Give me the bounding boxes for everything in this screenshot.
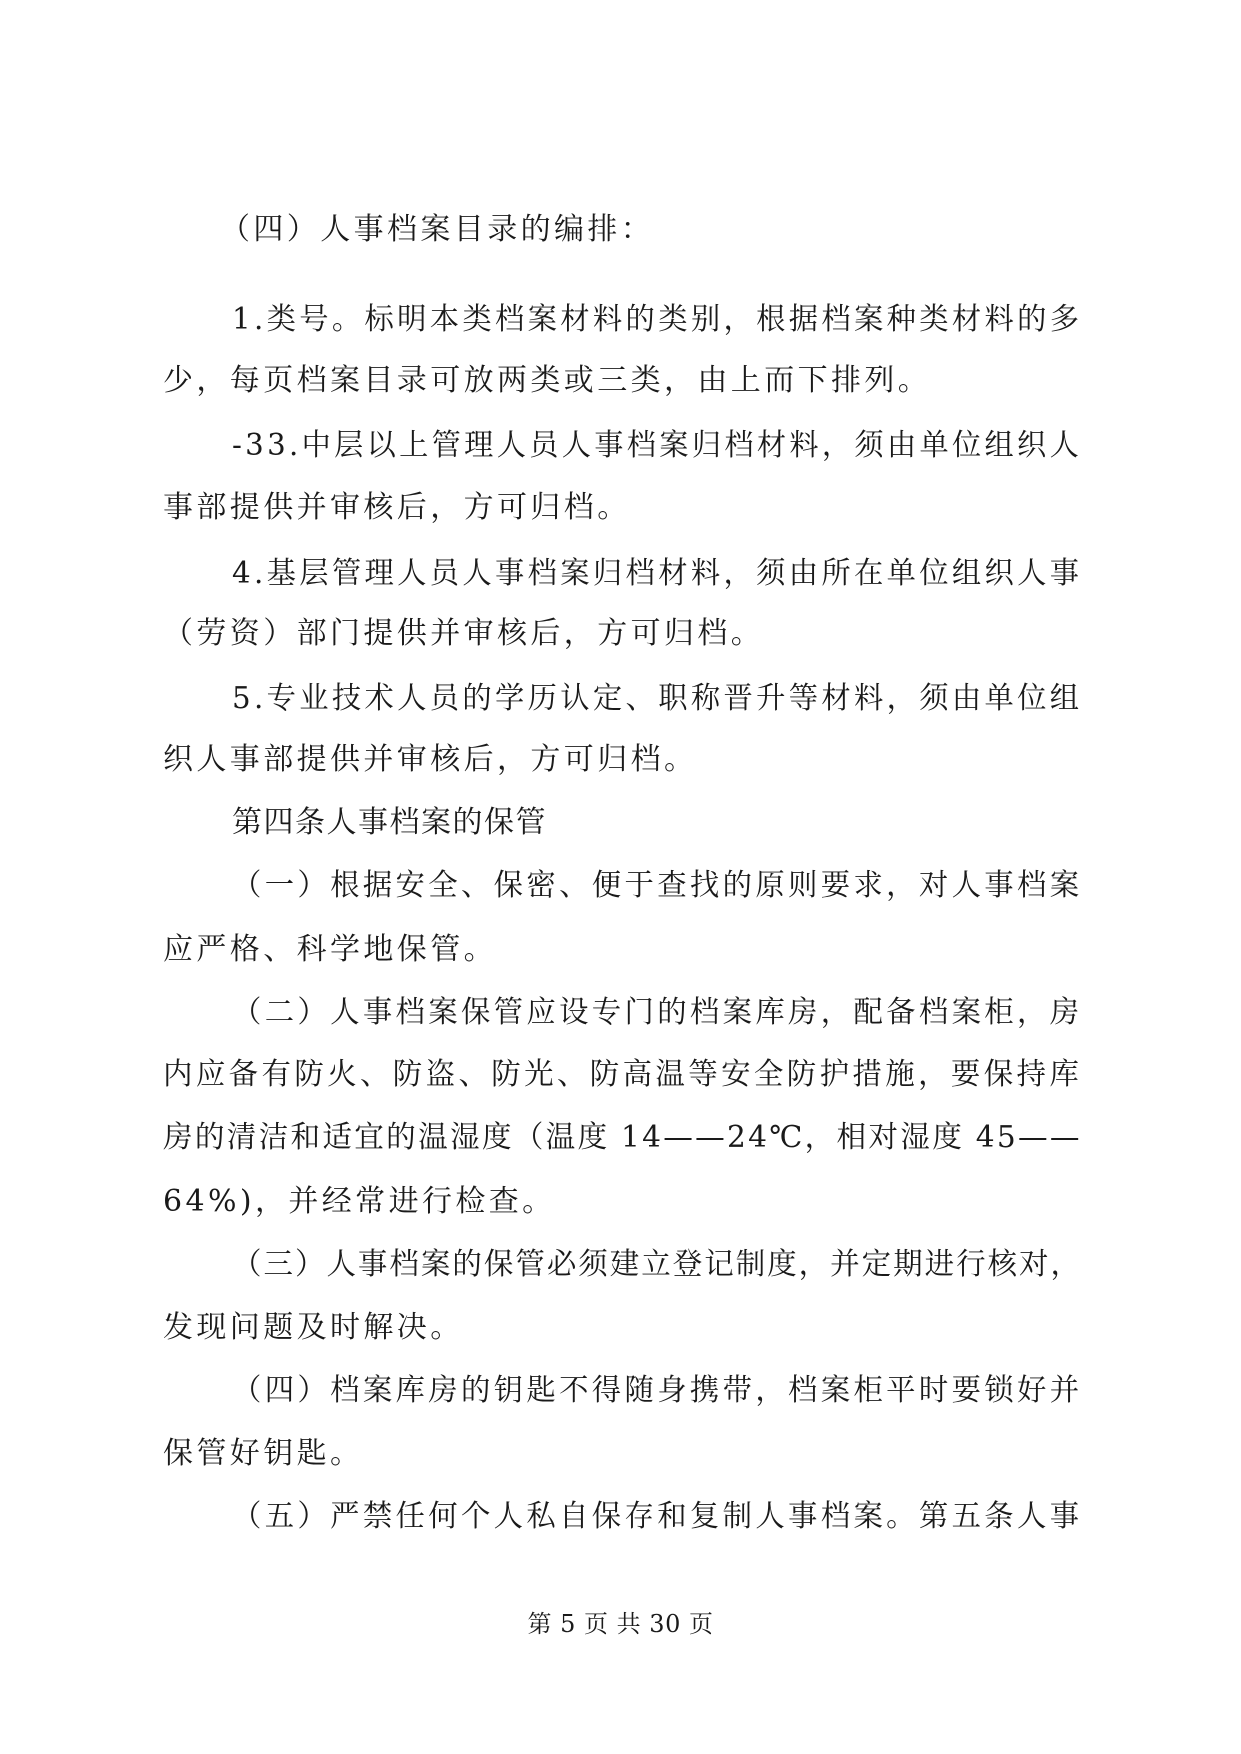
text-line: 事部提供并审核后，方可归档。 — [163, 490, 631, 525]
page-number-footer: 第 5 页 共 30 页 — [527, 1610, 714, 1638]
text-line: 内应备有防火、防盗、防光、防高温等安全防护措施，要保持库 — [163, 1057, 1083, 1092]
text-line: （四）档案库房的钥匙不得随身携带，档案柜平时要锁好并 — [232, 1373, 1083, 1408]
text-line: （三）人事档案的保管必须建立登记制度，并定期进行核对， — [232, 1247, 1083, 1282]
text-line: 少，每页档案目录可放两类或三类，由上而下排列。 — [163, 363, 932, 398]
text-line: 4.基层管理人员人事档案归档材料，须由所在单位组织人事 — [232, 556, 1083, 591]
text-line: 应严格、科学地保管。 — [163, 932, 497, 967]
text-line: 1.类号。标明本类档案材料的类别，根据档案种类材料的多 — [232, 302, 1083, 337]
text-line: （四）人事档案目录的编排： — [220, 212, 655, 247]
text-line: 5.专业技术人员的学历认定、职称晋升等材料，须由单位组 — [232, 681, 1083, 716]
text-line: （二）人事档案保管应设专门的档案库房，配备档案柜，房 — [232, 995, 1083, 1030]
text-line: （一）根据安全、保密、便于查找的原则要求，对人事档案 — [232, 868, 1083, 903]
section-heading: 第四条人事档案的保管 — [232, 805, 547, 840]
text-line: 织人事部提供并审核后，方可归档。 — [163, 742, 698, 777]
text-line: （五）严禁任何个人私自保存和复制人事档案。第五条人事 — [232, 1499, 1083, 1534]
text-line: -33.中层以上管理人员人事档案归档材料，须由单位组织人 — [232, 428, 1083, 463]
text-line: 64%)，并经常进行检查。 — [163, 1184, 556, 1219]
text-line: （劳资）部门提供并审核后，方可归档。 — [163, 616, 765, 651]
text-line: 保管好钥匙。 — [163, 1436, 364, 1471]
text-line: 房的清洁和适宜的温湿度（温度 14——24℃，相对湿度 45—— — [163, 1120, 1082, 1155]
text-line: 发现问题及时解决。 — [163, 1310, 464, 1345]
